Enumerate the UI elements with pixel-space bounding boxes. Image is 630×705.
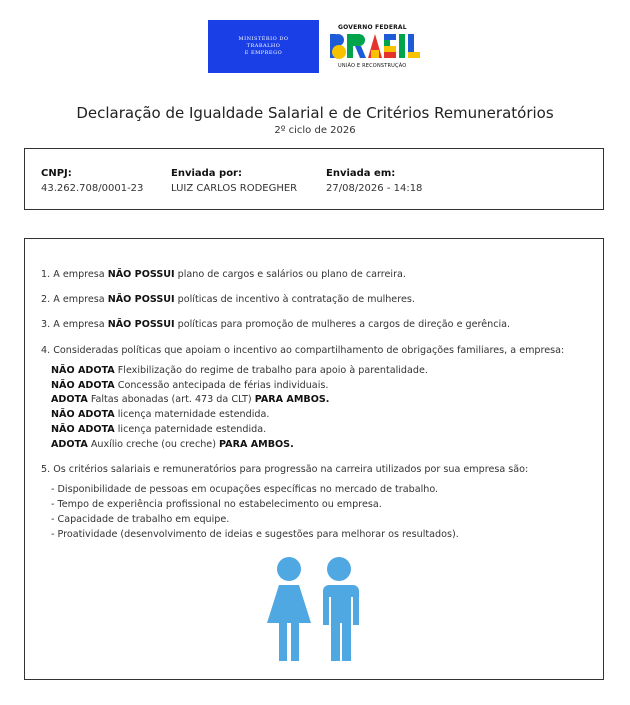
sent-on-label: Enviada em: bbox=[326, 168, 396, 179]
criteria-item: - Proatividade (desenvolvimento de ideias e sugestões para melhorar os resultados). bbox=[51, 529, 459, 540]
policy-status: ADOTA bbox=[51, 439, 88, 450]
declaration-item-3 bbox=[41, 319, 510, 330]
item-3-status: NÃO POSSUI bbox=[107, 319, 175, 330]
policy-text: licença maternidade estendida. bbox=[114, 409, 270, 420]
sent-on-value: 27/08/2026 - 14:18 bbox=[326, 183, 423, 194]
sent-by-label: Enviada por: bbox=[171, 168, 242, 179]
policy-extra: PARA AMBOS. bbox=[254, 394, 330, 405]
sent-on-field bbox=[326, 168, 422, 194]
policy-item bbox=[51, 409, 269, 420]
policy-text: Concessão antecipada de férias individuais. bbox=[114, 380, 329, 391]
item-3-prefix: 3. A empresa bbox=[41, 319, 108, 330]
item-3-suffix: políticas para promoção de mulheres a cargos de direção e gerência. bbox=[174, 319, 511, 330]
item-1-suffix: plano de cargos e salários ou plano de carreira. bbox=[174, 269, 406, 280]
policy-item bbox=[51, 365, 428, 376]
ministry-logo bbox=[208, 20, 319, 73]
policy-status: NÃO ADOTA bbox=[51, 380, 115, 391]
item-1-prefix: 1. A empresa bbox=[41, 269, 108, 280]
policy-text: Flexibilização do regime de trabalho para apoio à parentalidade. bbox=[114, 365, 428, 376]
criteria-item: - Tempo de experiência profissional no estabelecimento ou empresa. bbox=[51, 499, 382, 510]
item-2-prefix: 2. A empresa bbox=[41, 294, 108, 305]
policy-extra: PARA AMBOS. bbox=[219, 439, 294, 450]
sent-by-value: LUIZ CARLOS RODEGHER bbox=[171, 183, 298, 194]
policy-item bbox=[51, 380, 328, 391]
criteria-item: - Disponibilidade de pessoas em ocupações específicas no mercado de trabalho. bbox=[51, 484, 439, 495]
policy-item bbox=[51, 439, 294, 450]
policy-status: NÃO ADOTA bbox=[51, 409, 115, 420]
sent-by-field bbox=[171, 168, 297, 194]
cnpj-value: 43.262.708/0001-23 bbox=[41, 183, 144, 194]
policy-text: Faltas abonadas (art. 473 da CLT) bbox=[87, 394, 255, 405]
cnpj-label: CNPJ: bbox=[41, 168, 72, 179]
gender-equality-icon bbox=[265, 555, 365, 667]
government-logo-tagline: UNIÃO E RECONSTRUÇÃO bbox=[338, 63, 407, 69]
policy-status: ADOTA bbox=[51, 394, 88, 405]
ministry-logo-line-2: TRABALHO bbox=[246, 43, 281, 49]
declarations-box bbox=[24, 238, 604, 680]
cnpj-field bbox=[41, 168, 143, 194]
item-1-status: NÃO POSSUI bbox=[107, 269, 175, 280]
declaration-item-1 bbox=[41, 269, 406, 280]
policy-item bbox=[51, 394, 329, 405]
policy-status: NÃO ADOTA bbox=[51, 365, 115, 376]
policy-text: licença paternidade estendida. bbox=[114, 424, 267, 435]
ministry-logo-line-1: MINISTÉRIO DO bbox=[238, 36, 289, 42]
item-2-status: NÃO POSSUI bbox=[107, 294, 175, 305]
page-subtitle: 2º ciclo de 2026 bbox=[274, 125, 356, 136]
policy-text: Auxílio creche (ou creche) bbox=[87, 439, 219, 450]
policy-item bbox=[51, 424, 266, 435]
government-logo bbox=[330, 24, 422, 72]
declaration-item-4: 4. Consideradas políticas que apoiam o incentivo ao compartilhamento de obrigações familiares, a empresa: bbox=[41, 345, 565, 356]
page-title: Declaração de Igualdade Salarial e de Critérios Remuneratórios bbox=[76, 104, 554, 122]
declaration-item-2 bbox=[41, 294, 415, 305]
government-logo-top: GOVERNO FEDERAL bbox=[338, 24, 407, 31]
policy-status: NÃO ADOTA bbox=[51, 424, 115, 435]
ministry-logo-line-3: E EMPREGO bbox=[244, 50, 283, 56]
declaration-item-5: 5. Os critérios salariais e remuneratórios para progressão na carreira utilizados por sua empresa são: bbox=[41, 464, 529, 475]
submission-info-box bbox=[24, 148, 604, 210]
criteria-item: - Capacidade de trabalho em equipe. bbox=[51, 514, 230, 525]
item-2-suffix: políticas de incentivo à contratação de mulheres. bbox=[174, 294, 415, 305]
